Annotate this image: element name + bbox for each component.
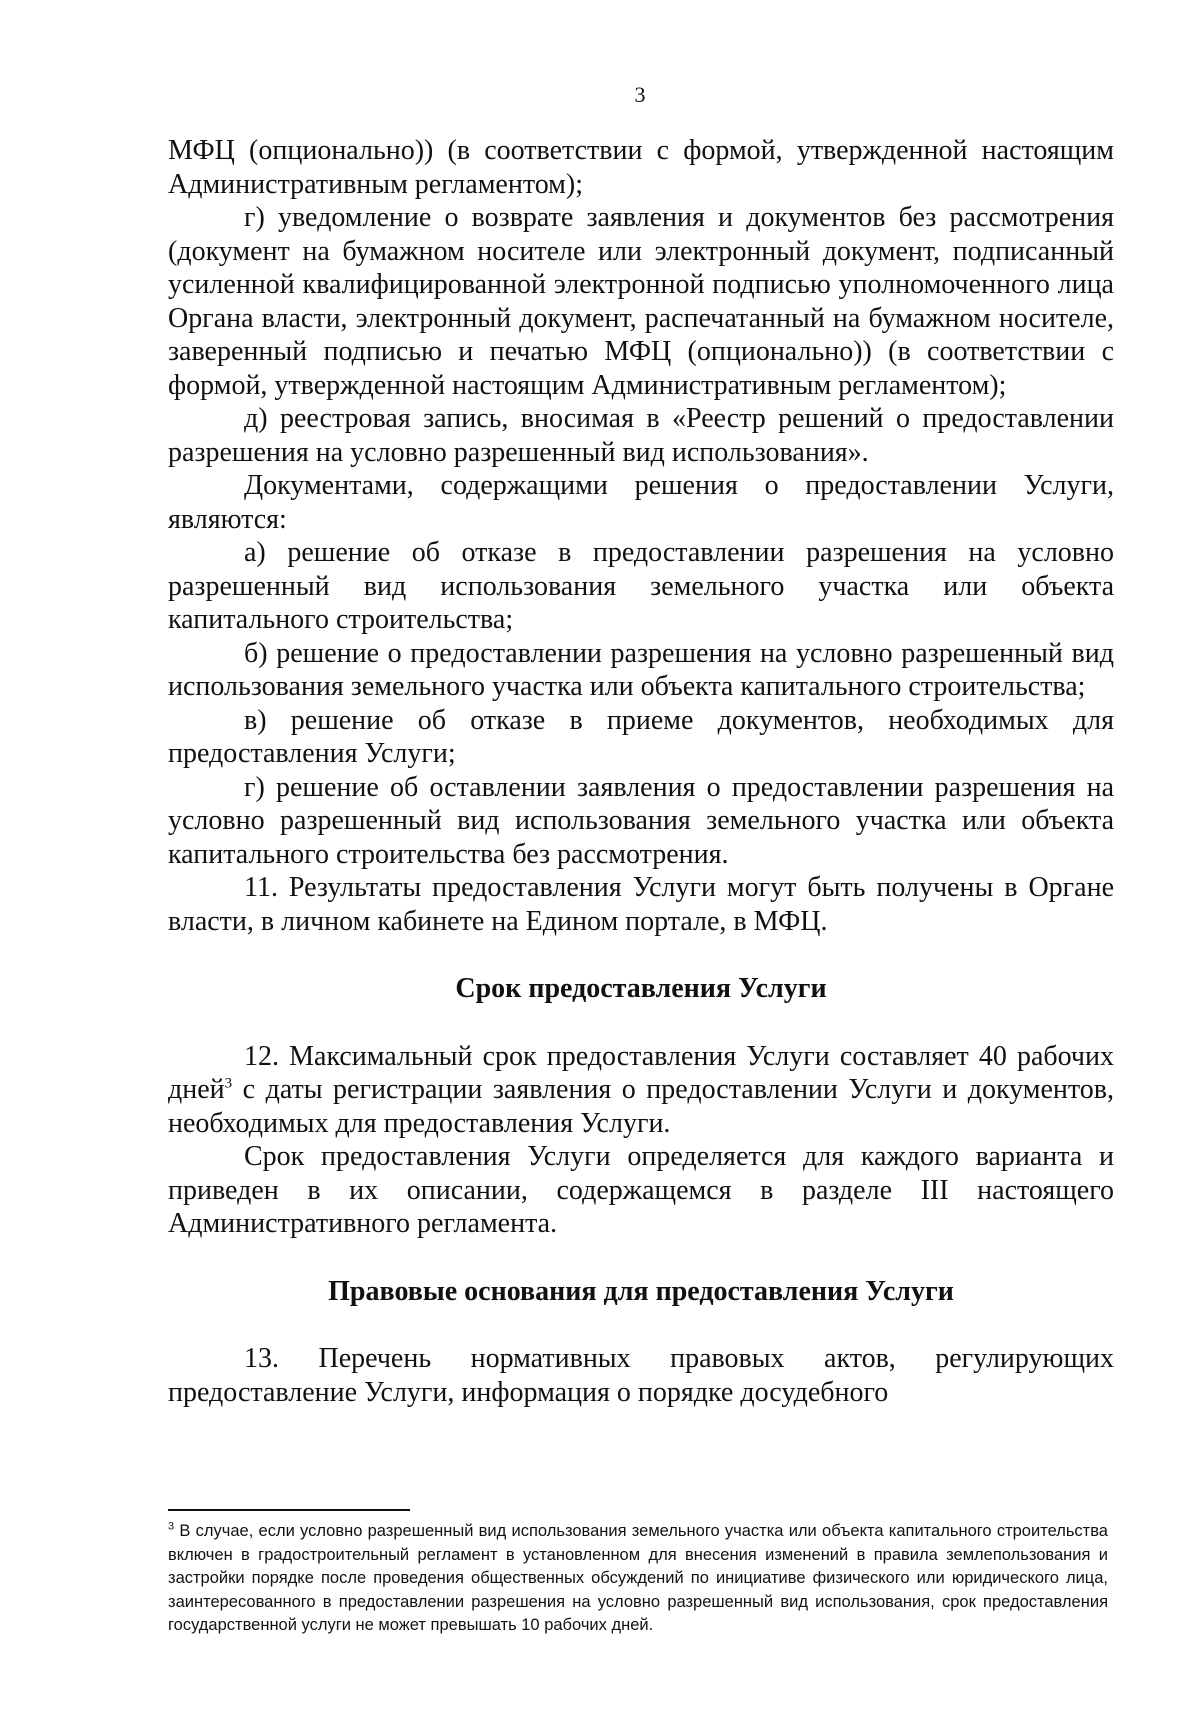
footnote [168,1520,1108,1638]
section-heading-term: Срок предоставления Услуги [455,973,827,1004]
paragraph-item-d-registry: д) реестровая запись, вносимая в «Реестр решений о предоставлении разрешения на условно разрешенный вид использования». [168,403,1114,468]
footnote-reference: 3 [224,1075,233,1092]
document-body [168,134,1114,1409]
paragraph-item-g-leave-unconsidered: г) решение об оставлении заявления о предоставлении разрешения на условно разрешенный вид использования земельного участка или объекта капитального строительства без рассмотрения. [168,771,1114,870]
paragraph-decision-documents: Документами, содержащими решения о предоставлении Услуги, являются: [168,470,1114,535]
page-number: 3 [634,82,646,107]
footnote-marker: 3 [168,1520,175,1533]
paragraph-continuation: МФЦ (опционально)) (в соответствии с формой, утвержденной настоящим Административным регламентом); [168,135,1114,200]
paragraph-12-text-b: с даты регистрации заявления о предоставлении Услуги и документов, необходимых для предоставления Услуги. [168,1074,1114,1139]
paragraph-item-v-reject-docs: в) решение об отказе в приеме документов, необходимых для предоставления Услуги; [168,704,1114,769]
paragraph-item-g-notice: г) уведомление о возврате заявления и документов без рассмотрения (документ на бумажном носителе или электронный документ, подписанный усиленной квалифицированной электронной подписью уполномоченного лица Органа власти, электронный документ, распечатанный на бумажном носителе, заверенный подписью и печатью МФЦ (опционально)) (в соответствии с формой, утвержденной настоящим Административным регламентом); [168,202,1114,401]
footnote-divider [168,1509,410,1511]
footnote-text: В случае, если условно разрешенный вид использования земельного участка или объекта капитального строительства включен в градостроительный регламент в установленном для внесения изменений в правила землепользования и застройки порядке после проведения общественных обсуждений по инициативе физического или юридического лица, заинтересованного в предоставлении разрешения на условно разрешенный вид использования, срок предоставления государственной услуги не может превышать 10 рабочих дней. [168,1522,1108,1634]
paragraph-item-b-grant: б) решение о предоставлении разрешения на условно разрешенный вид использования земельного участка или объекта капитального строительства; [168,637,1114,702]
paragraph-12-max-term [168,1040,1114,1141]
paragraph-item-a-refusal: а) решение об отказе в предоставлении разрешения на условно разрешенный вид использования земельного участка или объекта капитального строительства; [168,537,1114,635]
paragraph-12-text-a: 12. Максимальный срок предоставления Услуги составляет 40 рабочих дней [168,1040,1114,1105]
paragraph-12-term-variants: Срок предоставления Услуги определяется для каждого варианта и приведен в их описании, содержащемся в разделе III настоящего Административного регламента. [168,1141,1114,1239]
section-heading-legal-basis: Правовые основания для предоставления Услуги [328,1275,954,1307]
paragraph-13-legal-acts: 13. Перечень нормативных правовых актов, регулирующих предоставление Услуги, информация о порядке досудебного [168,1343,1114,1408]
paragraph-11-results: 11. Результаты предоставления Услуги могут быть получены в Органе власти, в личном кабинете на Едином портале, в МФЦ. [168,872,1114,937]
